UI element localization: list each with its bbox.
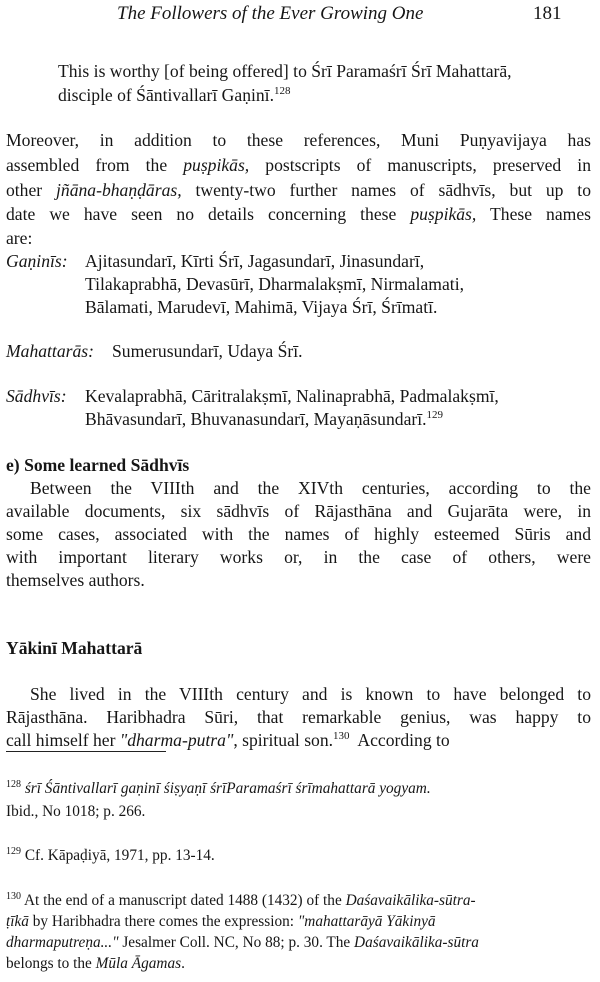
- text-line: assembled from the puṣpikās, postscripts of manuscripts, preserved in: [6, 155, 591, 175]
- footnote-ref: 130: [333, 730, 350, 743]
- text-line: themselves authors.: [6, 570, 145, 590]
- text-line: call himself her "dharma-putra", spiritual son.$^{130}$ According to: [6, 730, 450, 750]
- quote-line: This is worthy [of being offered] to Śrī Paramaśrī Śrī Mahattarā,: [58, 61, 512, 81]
- running-title: The Followers of the Ever Growing One: [117, 3, 424, 24]
- sadhvis-label: Sādhvīs:: [6, 386, 67, 406]
- text-line: Rājasthāna. Haribhadra Sūri, that remarkable genius, was happy to: [6, 707, 591, 727]
- footnote-text: Ibid., No 1018; p. 266.: [6, 803, 146, 820]
- mahattaras-label: Mahattarās:: [6, 341, 94, 361]
- text-line: Between the VIIIth and the XIVth centuries, according to the: [30, 478, 591, 498]
- section-heading: e) Some learned Sādhvīs: [6, 455, 190, 475]
- footnote-text: belongs to the Mūla Āgamas.: [6, 955, 185, 972]
- text-line: with important literary works or, in the case of others, were: [6, 547, 591, 567]
- text-line: She lived in the VIIIth century and is known to have belonged to: [30, 684, 591, 704]
- footnote-text: ṭīkā by Haribhadra there comes the expression: "mahattarāyā Yākinyā: [6, 913, 436, 930]
- footnote-divider: [6, 751, 166, 752]
- quote-line: disciple of Śāntivallarī Gaṇinī.$^{128}$: [58, 85, 291, 105]
- text-line: some cases, associated with the names of highly esteemed Sūris and: [6, 524, 591, 544]
- text-line: are:: [6, 228, 33, 248]
- sadhvis-names: Kevalaprabhā, Cāritralakṣmī, Nalinaprabhā, Padmalakṣmī,: [85, 386, 499, 406]
- section-heading: Yākinī Mahattarā: [6, 638, 143, 658]
- footnote-text: dharmaputreṇa..." Jesalmer Coll. NC, No 88; p. 30. The Daśavaikālika-sūtra: [6, 934, 479, 951]
- sadhvis-names: Bhāvasundarī, Bhuvanasundarī, Mayaṇāsundarī.$^{129}$: [85, 409, 444, 429]
- mahattaras-names: Sumerusundarī, Udaya Śrī.: [112, 341, 303, 361]
- text-line: other jñāna-bhaṇḍāras, twenty-two further names of sādhvīs, but up to: [6, 180, 591, 200]
- text-line: date we have seen no details concerning these puṣpikās, These names: [6, 204, 591, 224]
- ganinis-names: Tilakaprabhā, Devasūrī, Dharmalakṣmī, Nirmalamati,: [85, 274, 464, 294]
- footnote-ref: 128: [273, 85, 291, 98]
- footnote-129: $^{129}$ Cf. Kāpaḍiyā, 1971, pp. 13-14.: [6, 845, 215, 864]
- ganinis-names: Bālamati, Marudevī, Mahimā, Vijaya Śrī, Śrīmatī.: [85, 297, 438, 317]
- footnote-ref: 129: [426, 409, 444, 422]
- ganinis-names: Ajitasundarī, Kīrti Śrī, Jagasundarī, Jinasundarī,: [85, 251, 425, 271]
- page-number: 181: [533, 3, 562, 24]
- footnote-128: $^{128}$ śrī Śāntivallarī gaṇinī śiṣyaṇī śrīParamaśrī śrīmahattarā yogyam.: [6, 778, 431, 797]
- footnote-130: $^{130}$ At the end of a manuscript dated 1488 (1432) of the Daśavaikālika-sūtra-: [6, 890, 476, 909]
- ganinis-label: Gaṇinīs:: [6, 251, 68, 271]
- text-line: available documents, six sādhvīs of Rājasthāna and Gujarāta were, in: [6, 501, 591, 521]
- text-line: Moreover, in addition to these references, Muni Puṇyavijaya has: [6, 130, 591, 150]
